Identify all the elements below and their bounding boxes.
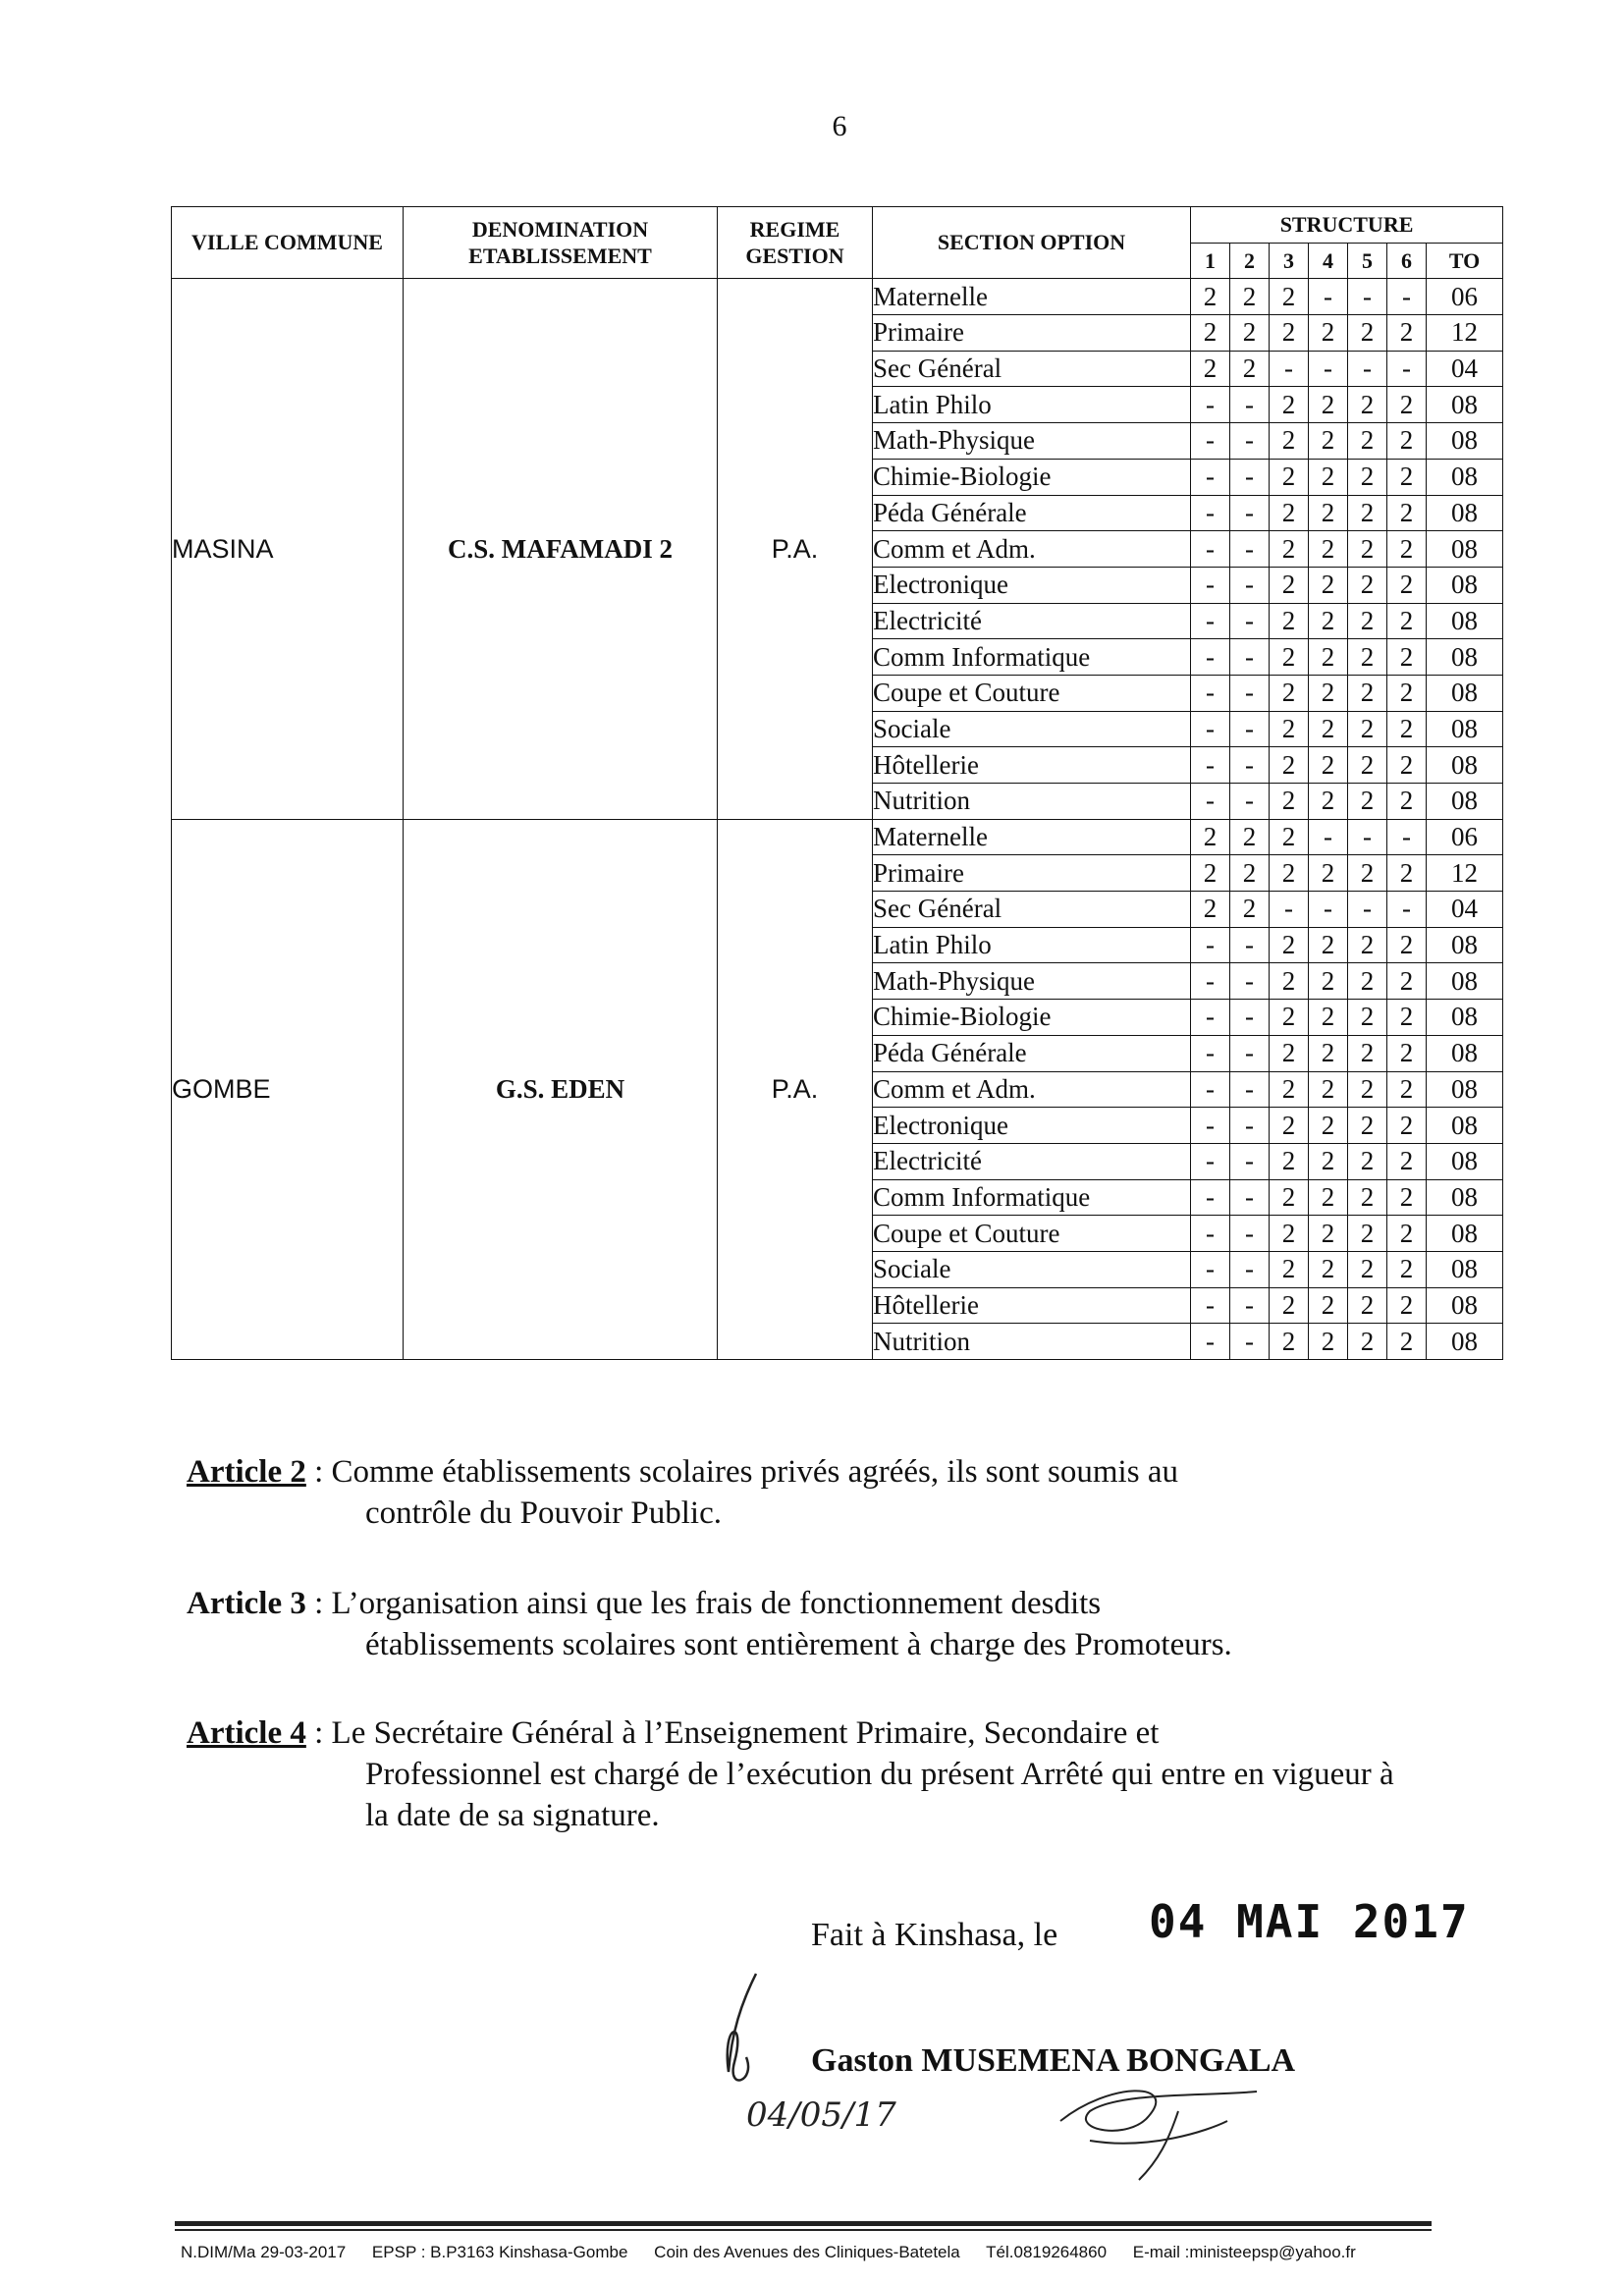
option-cell: Comm et Adm.	[873, 531, 1191, 568]
structure-cell: 2	[1270, 567, 1309, 603]
page-number: 6	[832, 110, 847, 142]
total-cell: 08	[1427, 1251, 1503, 1287]
regime-cell: P.A.	[718, 279, 873, 819]
structure-cell: 2	[1191, 819, 1230, 855]
option-cell: Coupe et Couture	[873, 675, 1191, 711]
table-row	[172, 819, 1503, 855]
structure-cell: 2	[1387, 567, 1427, 603]
option-cell: Péda Générale	[873, 495, 1191, 531]
total-cell: 08	[1427, 1216, 1503, 1252]
structure-cell: 2	[1309, 1251, 1348, 1287]
total-cell: 08	[1427, 1108, 1503, 1144]
footer	[181, 2243, 1378, 2262]
footer-address: EPSP : B.P3163 Kinshasa-Gombe	[371, 2243, 628, 2261]
structure-cell: -	[1387, 892, 1427, 928]
ville-cell: MASINA	[172, 279, 404, 819]
structure-cell: 2	[1270, 387, 1309, 423]
structure-cell: -	[1191, 603, 1230, 639]
option-cell: Hôtellerie	[873, 1287, 1191, 1324]
structure-cell: 2	[1348, 1251, 1387, 1287]
article-text: Comme établissements scolaires privés agréés, ils sont soumis au	[331, 1454, 1178, 1490]
structure-cell: 2	[1348, 711, 1387, 747]
structure-cell: -	[1230, 963, 1270, 1000]
structure-cell: 2	[1348, 1324, 1387, 1360]
structure-cell: 2	[1270, 1143, 1309, 1179]
structure-cell: -	[1230, 711, 1270, 747]
header-structure: STRUCTURE	[1191, 207, 1503, 244]
total-cell: 08	[1427, 459, 1503, 495]
option-cell: Coupe et Couture	[873, 1216, 1191, 1252]
total-cell: 08	[1427, 963, 1503, 1000]
structure-cell: 2	[1230, 351, 1270, 387]
option-cell: Nutrition	[873, 1324, 1191, 1360]
structure-cell: 2	[1348, 963, 1387, 1000]
footer-rule-thin	[175, 2229, 1432, 2231]
structure-cell: 2	[1387, 639, 1427, 676]
total-cell: 08	[1427, 1179, 1503, 1216]
structure-cell: 2	[1348, 1179, 1387, 1216]
structure-cell: 2	[1309, 315, 1348, 352]
structure-cell: 2	[1387, 1216, 1427, 1252]
structure-cell: 2	[1309, 387, 1348, 423]
structure-cell: -	[1230, 1324, 1270, 1360]
structure-cell: 2	[1309, 1035, 1348, 1071]
structure-cell: 2	[1387, 963, 1427, 1000]
structure-cell: -	[1191, 1143, 1230, 1179]
structure-cell: 2	[1270, 1324, 1309, 1360]
structure-cell: 2	[1348, 567, 1387, 603]
structure-cell: 2	[1348, 495, 1387, 531]
total-cell: 08	[1427, 531, 1503, 568]
structure-cell: 2	[1387, 747, 1427, 784]
structure-cell: -	[1230, 1071, 1270, 1108]
structure-cell: 2	[1387, 1287, 1427, 1324]
option-cell: Chimie-Biologie	[873, 459, 1191, 495]
total-cell: 12	[1427, 855, 1503, 892]
total-cell: 08	[1427, 423, 1503, 460]
structure-cell: -	[1230, 1251, 1270, 1287]
footer-ref: N.DIM/Ma 29-03-2017	[181, 2243, 347, 2261]
total-cell: 08	[1427, 711, 1503, 747]
option-cell: Comm Informatique	[873, 1179, 1191, 1216]
structure-cell: -	[1191, 1071, 1230, 1108]
structure-cell: 2	[1348, 315, 1387, 352]
option-cell: Péda Générale	[873, 1035, 1191, 1071]
footer-rule	[175, 2221, 1432, 2226]
structure-cell: -	[1230, 1216, 1270, 1252]
option-cell: Primaire	[873, 315, 1191, 352]
structure-cell: -	[1387, 819, 1427, 855]
header-col-2: 2	[1230, 243, 1270, 279]
structure-cell: 2	[1230, 819, 1270, 855]
option-cell: Maternelle	[873, 279, 1191, 315]
structure-cell: 2	[1191, 279, 1230, 315]
total-cell: 08	[1427, 1287, 1503, 1324]
header-regime: REGIME GESTION	[718, 207, 873, 279]
structure-cell: 2	[1348, 1216, 1387, 1252]
structure-cell: 2	[1270, 819, 1309, 855]
option-cell: Primaire	[873, 855, 1191, 892]
structure-cell: 2	[1348, 639, 1387, 676]
total-cell: 06	[1427, 819, 1503, 855]
structure-cell: -	[1191, 1108, 1230, 1144]
structure-cell: -	[1191, 1216, 1230, 1252]
structure-cell: -	[1309, 819, 1348, 855]
structure-cell: 2	[1309, 567, 1348, 603]
header-col-3: 3	[1270, 243, 1309, 279]
article-text-continued: Professionnel est chargé de l’exécution du présent Arrêté qui entre en vigueur à la date de sa signature.	[365, 1757, 1394, 1833]
option-cell: Maternelle	[873, 819, 1191, 855]
structure-cell: -	[1270, 892, 1309, 928]
structure-cell: 2	[1270, 423, 1309, 460]
structure-cell: 2	[1309, 711, 1348, 747]
structure-cell: 2	[1270, 315, 1309, 352]
structure-cell: 2	[1270, 1287, 1309, 1324]
structure-cell: 2	[1270, 711, 1309, 747]
header-col-5: 5	[1348, 243, 1387, 279]
footer-email: E-mail :ministeepsp@yahoo.fr	[1132, 2243, 1356, 2261]
article-text-continued: contrôle du Pouvoir Public.	[365, 1495, 722, 1531]
structure-cell: -	[1230, 1143, 1270, 1179]
structure-cell: -	[1191, 639, 1230, 676]
structure-cell: -	[1230, 784, 1270, 820]
total-cell: 08	[1427, 747, 1503, 784]
total-cell: 08	[1427, 1143, 1503, 1179]
total-cell: 08	[1427, 1000, 1503, 1036]
option-cell: Electronique	[873, 1108, 1191, 1144]
structure-cell: -	[1230, 423, 1270, 460]
structure-cell: 2	[1309, 531, 1348, 568]
structure-cell: 2	[1387, 1035, 1427, 1071]
structure-cell: 2	[1270, 1035, 1309, 1071]
structure-cell: 2	[1348, 747, 1387, 784]
structure-cell: -	[1230, 603, 1270, 639]
total-cell: 08	[1427, 1035, 1503, 1071]
option-cell: Math-Physique	[873, 423, 1191, 460]
structure-cell: 2	[1230, 315, 1270, 352]
structure-cell: -	[1191, 387, 1230, 423]
structure-cell: -	[1230, 495, 1270, 531]
header-col-total: TO	[1427, 243, 1503, 279]
structure-cell: -	[1191, 423, 1230, 460]
structure-cell: -	[1348, 279, 1387, 315]
structure-cell: 2	[1309, 639, 1348, 676]
structure-cell: -	[1191, 963, 1230, 1000]
structure-cell: 2	[1387, 1143, 1427, 1179]
structure-cell: 2	[1348, 1035, 1387, 1071]
structure-cell: -	[1191, 495, 1230, 531]
structure-cell: 2	[1270, 1251, 1309, 1287]
structure-cell: -	[1230, 1035, 1270, 1071]
total-cell: 08	[1427, 675, 1503, 711]
table-body	[172, 279, 1503, 1360]
total-cell: 12	[1427, 315, 1503, 352]
total-cell: 08	[1427, 495, 1503, 531]
structure-cell: -	[1230, 567, 1270, 603]
article-label: Article 2	[187, 1454, 306, 1490]
structure-cell: -	[1230, 675, 1270, 711]
structure-cell: 2	[1387, 387, 1427, 423]
structure-cell: 2	[1309, 1071, 1348, 1108]
header-col-4: 4	[1309, 243, 1348, 279]
total-cell: 08	[1427, 1324, 1503, 1360]
structure-cell: -	[1230, 1108, 1270, 1144]
structure-cell: -	[1191, 784, 1230, 820]
header-col-6: 6	[1387, 243, 1427, 279]
structure-cell: -	[1348, 892, 1387, 928]
structure-cell: 2	[1387, 855, 1427, 892]
structure-cell: 2	[1387, 531, 1427, 568]
option-cell: Sec Général	[873, 892, 1191, 928]
structure-cell: 2	[1270, 855, 1309, 892]
article-2: Article 2 : Comme établissements scolaires privés agréés, ils sont soumis au contrôle du Pouvoir Public.	[187, 1451, 1424, 1534]
option-cell: Sociale	[873, 1251, 1191, 1287]
header-ville: VILLE COMMUNE	[172, 207, 404, 279]
structure-cell: 2	[1230, 855, 1270, 892]
structure-cell: 2	[1387, 1108, 1427, 1144]
option-cell: Comm Informatique	[873, 639, 1191, 676]
structure-cell: 2	[1270, 639, 1309, 676]
footer-phone: Tél.0819264860	[986, 2243, 1108, 2261]
article-text-continued: établissements scolaires sont entièrement à charge des Promoteurs.	[365, 1627, 1232, 1662]
structure-cell: 2	[1348, 603, 1387, 639]
structure-cell: 2	[1191, 892, 1230, 928]
structure-cell: 2	[1270, 1000, 1309, 1036]
structure-cell: 2	[1191, 351, 1230, 387]
option-cell: Hôtellerie	[873, 747, 1191, 784]
structure-cell: -	[1348, 351, 1387, 387]
option-cell: Latin Philo	[873, 927, 1191, 963]
structure-cell: -	[1230, 927, 1270, 963]
structure-cell: 2	[1348, 1108, 1387, 1144]
structure-cell: 2	[1309, 963, 1348, 1000]
article-label: Article 4	[187, 1715, 306, 1751]
structure-cell: 2	[1387, 1324, 1427, 1360]
structure-cell: 2	[1309, 459, 1348, 495]
structure-cell: 2	[1309, 927, 1348, 963]
structure-cell: 2	[1270, 963, 1309, 1000]
structure-cell: -	[1191, 567, 1230, 603]
structure-cell: -	[1230, 1179, 1270, 1216]
structure-cell: 2	[1387, 1071, 1427, 1108]
structure-cell: 2	[1309, 1324, 1348, 1360]
structure-cell: 2	[1270, 459, 1309, 495]
handwritten-date: 04/05/17	[746, 2095, 896, 2135]
table-row	[172, 279, 1503, 315]
structure-cell: -	[1191, 1287, 1230, 1324]
structure-cell: -	[1387, 351, 1427, 387]
structure-cell: 2	[1309, 1143, 1348, 1179]
structure-cell: 2	[1387, 459, 1427, 495]
structure-cell: -	[1309, 892, 1348, 928]
regime-cell: P.A.	[718, 819, 873, 1359]
date-stamp: 04 MAI 2017	[1149, 1895, 1470, 1948]
structure-cell: 2	[1348, 927, 1387, 963]
structure-cell: 2	[1309, 1179, 1348, 1216]
total-cell: 08	[1427, 1071, 1503, 1108]
structure-cell: -	[1191, 747, 1230, 784]
structure-cell: -	[1191, 927, 1230, 963]
structure-cell: 2	[1348, 1287, 1387, 1324]
header-section: SECTION OPTION	[873, 207, 1191, 279]
structure-cell: 2	[1309, 784, 1348, 820]
structure-cell: 2	[1387, 784, 1427, 820]
structure-cell: 2	[1191, 855, 1230, 892]
structure-cell: -	[1191, 675, 1230, 711]
structure-cell: 2	[1387, 1251, 1427, 1287]
total-cell: 08	[1427, 927, 1503, 963]
total-cell: 08	[1427, 603, 1503, 639]
structure-cell: 2	[1348, 1000, 1387, 1036]
structure-cell: 2	[1270, 603, 1309, 639]
structure-cell: 2	[1387, 1000, 1427, 1036]
structure-cell: 2	[1309, 495, 1348, 531]
structure-cell: 2	[1387, 423, 1427, 460]
structure-cell: -	[1230, 387, 1270, 423]
structure-cell: -	[1230, 1287, 1270, 1324]
structure-cell: -	[1230, 531, 1270, 568]
structure-cell: 2	[1348, 675, 1387, 711]
structure-cell: 2	[1270, 279, 1309, 315]
structure-cell: 2	[1270, 1108, 1309, 1144]
ville-cell: GOMBE	[172, 819, 404, 1359]
structure-cell: 2	[1348, 1071, 1387, 1108]
option-cell: Electricité	[873, 603, 1191, 639]
place-date: Fait à Kinshasa, le	[811, 1917, 1058, 1953]
structure-cell: -	[1230, 747, 1270, 784]
option-cell: Electricité	[873, 1143, 1191, 1179]
structure-cell: -	[1191, 1035, 1230, 1071]
structure-cell: 2	[1348, 423, 1387, 460]
option-cell: Comm et Adm.	[873, 1071, 1191, 1108]
structure-cell: 2	[1309, 855, 1348, 892]
structure-cell: 2	[1270, 531, 1309, 568]
structure-cell: -	[1387, 279, 1427, 315]
structure-cell: -	[1270, 351, 1309, 387]
structure-cell: 2	[1348, 531, 1387, 568]
structure-cell: -	[1309, 351, 1348, 387]
total-cell: 04	[1427, 351, 1503, 387]
option-cell: Math-Physique	[873, 963, 1191, 1000]
structure-cell: 2	[1230, 892, 1270, 928]
total-cell: 06	[1427, 279, 1503, 315]
structure-cell: 2	[1387, 495, 1427, 531]
article-label: Article 3	[187, 1586, 306, 1621]
article-text: Le Secrétaire Général à l’Enseignement Primaire, Secondaire et	[331, 1715, 1160, 1751]
structure-cell: 2	[1309, 1000, 1348, 1036]
structure-cell: -	[1309, 279, 1348, 315]
signer-name: Gaston MUSEMENA BONGALA	[811, 2042, 1296, 2079]
structure-cell: -	[1191, 1324, 1230, 1360]
structure-cell: -	[1348, 819, 1387, 855]
structure-cell: 2	[1309, 1108, 1348, 1144]
article-3: Article 3 : L’organisation ainsi que les frais de fonctionnement desdits établissements scolaires sont entièrement à charge des Promoteurs.	[187, 1583, 1424, 1665]
etablissement-cell: C.S. MAFAMADI 2	[404, 279, 718, 819]
option-cell: Sociale	[873, 711, 1191, 747]
option-cell: Nutrition	[873, 784, 1191, 820]
structure-cell: 2	[1348, 459, 1387, 495]
option-cell: Electronique	[873, 567, 1191, 603]
structure-cell: 2	[1309, 603, 1348, 639]
structure-cell: 2	[1348, 784, 1387, 820]
structure-cell: 2	[1309, 1216, 1348, 1252]
structure-cell: 2	[1348, 855, 1387, 892]
article-4: Article 4 : Le Secrétaire Général à l’Enseignement Primaire, Secondaire et Professionnel est chargé de l’exécution du présent Arrêté qui entre en vigueur à la date de sa signature.	[187, 1712, 1424, 1836]
structure-table	[171, 206, 1503, 1360]
structure-cell: -	[1230, 1000, 1270, 1036]
signature-image	[1031, 2062, 1286, 2190]
footer-location: Coin des Avenues des Cliniques-Batetela	[654, 2243, 960, 2261]
etablissement-cell: G.S. EDEN	[404, 819, 718, 1359]
total-cell: 08	[1427, 784, 1503, 820]
structure-cell: 2	[1309, 1287, 1348, 1324]
total-cell: 08	[1427, 387, 1503, 423]
structure-cell: -	[1191, 1251, 1230, 1287]
structure-cell: -	[1191, 1179, 1230, 1216]
option-cell: Latin Philo	[873, 387, 1191, 423]
total-cell: 04	[1427, 892, 1503, 928]
structure-cell: 2	[1270, 675, 1309, 711]
header-col-1: 1	[1191, 243, 1230, 279]
option-cell: Sec Général	[873, 351, 1191, 387]
total-cell: 08	[1427, 639, 1503, 676]
structure-cell: 2	[1309, 423, 1348, 460]
structure-cell: 2	[1270, 747, 1309, 784]
structure-cell: 2	[1348, 1143, 1387, 1179]
structure-cell: -	[1191, 459, 1230, 495]
structure-cell: 2	[1270, 927, 1309, 963]
structure-cell: 2	[1270, 1179, 1309, 1216]
structure-cell: 2	[1230, 279, 1270, 315]
article-text: L’organisation ainsi que les frais de fonctionnement desdits	[331, 1586, 1102, 1621]
structure-cell: 2	[1270, 784, 1309, 820]
structure-cell: 2	[1309, 747, 1348, 784]
structure-cell: -	[1230, 639, 1270, 676]
structure-cell: 2	[1270, 1071, 1309, 1108]
structure-cell: -	[1191, 1000, 1230, 1036]
structure-cell: -	[1191, 531, 1230, 568]
header-denomination: DENOMINATION ETABLISSEMENT	[404, 207, 718, 279]
structure-cell: 2	[1191, 315, 1230, 352]
structure-cell: 2	[1348, 387, 1387, 423]
structure-cell: 2	[1387, 675, 1427, 711]
structure-cell: -	[1230, 459, 1270, 495]
structure-cell: 2	[1309, 675, 1348, 711]
structure-cell: 2	[1387, 315, 1427, 352]
structure-cell: 2	[1387, 603, 1427, 639]
structure-cell: 2	[1387, 711, 1427, 747]
total-cell: 08	[1427, 567, 1503, 603]
structure-cell: 2	[1270, 495, 1309, 531]
structure-cell: -	[1191, 711, 1230, 747]
structure-cell: 2	[1270, 1216, 1309, 1252]
structure-cell: 2	[1387, 1179, 1427, 1216]
option-cell: Chimie-Biologie	[873, 1000, 1191, 1036]
structure-cell: 2	[1387, 927, 1427, 963]
